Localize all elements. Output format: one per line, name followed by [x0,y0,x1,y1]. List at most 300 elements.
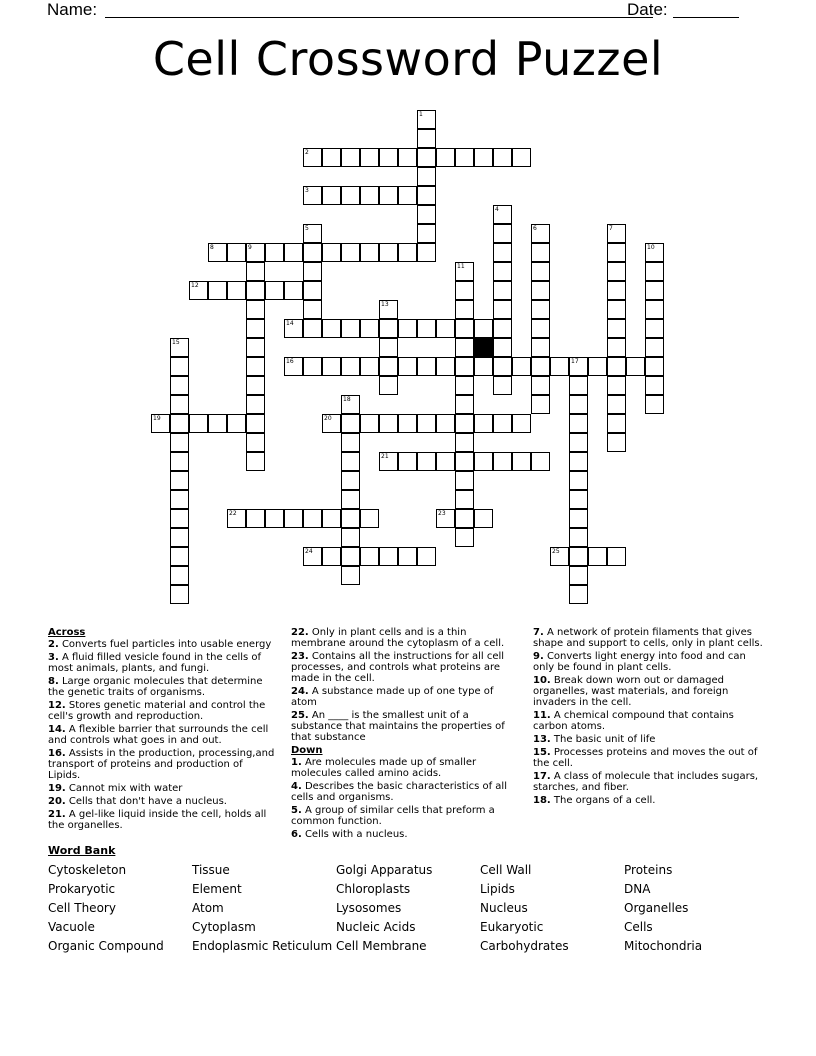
word-bank-item: Organelles [624,901,689,915]
grid-cell[interactable] [569,452,588,471]
grid-cell[interactable] [417,110,436,129]
grid-cell[interactable] [455,148,474,167]
grid-cell[interactable] [531,376,550,395]
clue-across-14: 14. A flexible barrier that surrounds the cell and controls what goes in and out. [48,724,269,746]
grid-cell[interactable] [170,433,189,452]
grid-cell[interactable] [512,414,531,433]
grid-cell[interactable] [607,433,626,452]
grid-cell-number: 10 [647,244,655,251]
grid-cell[interactable] [322,547,341,566]
grid-cell[interactable] [379,148,398,167]
word-bank-item: Organic Compound [48,939,164,953]
grid-cell[interactable] [379,357,398,376]
grid-cell[interactable] [227,243,246,262]
grid-cell[interactable] [436,148,455,167]
grid-cell[interactable] [398,414,417,433]
grid-cell[interactable] [341,471,360,490]
grid-black-square [474,338,493,357]
grid-cell[interactable] [531,395,550,414]
grid-cell[interactable] [379,547,398,566]
grid-cell[interactable] [455,376,474,395]
word-bank-item: Tissue [192,863,230,877]
grid-cell[interactable] [417,452,436,471]
grid-cell[interactable] [455,357,474,376]
grid-cell[interactable] [607,414,626,433]
grid-cell[interactable] [569,547,588,566]
grid-cell[interactable] [531,338,550,357]
grid-cell[interactable] [322,186,341,205]
grid-cell[interactable] [360,414,379,433]
grid-cell[interactable] [303,148,322,167]
clue-across-21: 21. A gel-like liquid inside the cell, holds all the organelles. [48,809,267,831]
grid-cell[interactable] [531,300,550,319]
word-bank-item: Eukaryotic [480,920,544,934]
grid-cell[interactable] [645,357,664,376]
grid-cell[interactable] [170,452,189,471]
grid-cell-number: 6 [533,225,537,232]
clue-across-8: 8. Large organic molecules that determine the genetic traits of organisms. [48,676,263,698]
clue-down-5: 5. A group of similar cells that preform a common function. [291,805,495,827]
word-bank-item: DNA [624,882,651,896]
grid-cell[interactable] [455,414,474,433]
grid-cell[interactable] [227,414,246,433]
grid-cell[interactable] [436,319,455,338]
grid-cell-number: 22 [229,510,237,517]
grid-cell[interactable] [493,224,512,243]
clues-column-3 [533,627,763,808]
grid-cell[interactable] [284,243,303,262]
grid-cell[interactable] [170,414,189,433]
grid-cell[interactable] [398,186,417,205]
grid-cell[interactable] [531,357,550,376]
grid-cell[interactable] [474,148,493,167]
grid-cell[interactable] [341,414,360,433]
grid-cell-number: 13 [381,301,389,308]
grid-cell[interactable] [417,167,436,186]
grid-cell[interactable] [588,547,607,566]
grid-cell[interactable] [455,528,474,547]
grid-cell[interactable] [569,490,588,509]
grid-cell[interactable] [455,509,474,528]
clue-across-2: 2. Converts fuel particles into usable energy [48,639,272,650]
grid-cell[interactable] [379,376,398,395]
grid-cell[interactable] [170,509,189,528]
word-bank-item: Proteins [624,863,673,877]
grid-cell[interactable] [170,471,189,490]
clue-across-3: 3. A fluid filled vesicle found in the cells of most animals, plants, and fungi. [48,652,262,674]
grid-cell[interactable] [303,224,322,243]
grid-cell[interactable] [246,243,265,262]
clue-down-15: 15. Processes proteins and moves the out of the cell. [533,747,758,769]
clue-down-18: 18. The organs of a cell. [533,795,656,806]
clue-across-22: 22. Only in plant cells and is a thin membrane around the cytoplasm of a cell. [291,627,505,649]
grid-cell[interactable] [493,338,512,357]
grid-cell[interactable] [360,243,379,262]
grid-cell[interactable] [246,281,265,300]
grid-cell[interactable] [246,300,265,319]
word-bank-item: Cells [624,920,653,934]
grid-cell-number: 16 [286,358,294,365]
grid-cell[interactable] [265,281,284,300]
grid-cell[interactable] [569,585,588,604]
grid-cell[interactable] [379,319,398,338]
clue-across-23: 23. Contains all the instructions for all cell processes, and controls what proteins are made in the cell. [291,651,505,684]
grid-cell[interactable] [607,395,626,414]
grid-cell[interactable] [170,376,189,395]
word-bank-item: Nucleus [480,901,528,915]
grid-cell[interactable] [284,357,303,376]
grid-cell[interactable] [455,395,474,414]
grid-cell[interactable] [341,566,360,585]
clue-down-10: 10. Break down worn out or damaged organelles, wast materials, and foreign invaders in the cell. [533,675,729,708]
grid-cell[interactable] [436,452,455,471]
grid-cell[interactable] [645,338,664,357]
grid-cell[interactable] [417,319,436,338]
grid-cell-number: 3 [305,187,309,194]
grid-cell[interactable] [379,186,398,205]
grid-cell[interactable] [398,148,417,167]
date-label: Date: [627,0,668,19]
grid-cell[interactable] [436,357,455,376]
grid-cell[interactable] [455,281,474,300]
grid-cell[interactable] [189,414,208,433]
grid-cell[interactable] [569,528,588,547]
grid-cell[interactable] [303,243,322,262]
grid-cell[interactable] [170,585,189,604]
grid-cell[interactable] [645,281,664,300]
grid-cell[interactable] [569,376,588,395]
grid-cell-number: 25 [552,548,560,555]
grid-cell[interactable] [455,471,474,490]
grid-cell[interactable] [645,319,664,338]
clues-column-2 [291,627,519,842]
word-bank-item: Cell Wall [480,863,532,877]
grid-cell[interactable] [493,452,512,471]
grid-cell[interactable] [398,547,417,566]
grid-cell-number: 21 [381,453,389,460]
word-bank-heading: Word Bank [48,844,116,857]
word-bank-item: Cell Theory [48,901,116,915]
grid-cell[interactable] [607,319,626,338]
word-bank-item: Nucleic Acids [336,920,416,934]
grid-cell[interactable] [341,243,360,262]
grid-cell[interactable] [246,376,265,395]
grid-cell[interactable] [645,395,664,414]
grid-cell[interactable] [379,338,398,357]
clue-down-4: 4. Describes the basic characteristics of all cells and organisms. [291,781,507,803]
page-title: Cell Crossword Puzzel [152,32,664,86]
grid-cell[interactable] [493,300,512,319]
grid-cell-number: 20 [324,415,332,422]
grid-cell[interactable] [607,376,626,395]
grid-cell[interactable] [569,471,588,490]
grid-cell[interactable] [379,414,398,433]
grid-cell[interactable] [246,319,265,338]
across-heading: Across [48,627,86,638]
clue-down-11: 11. A chemical compound that contains carbon atoms. [533,710,734,732]
clue-across-12: 12. Stores genetic material and control the cell's growth and reproduction. [48,700,266,722]
grid-cell[interactable] [607,224,626,243]
grid-cell[interactable] [379,452,398,471]
grid-cell[interactable] [170,338,189,357]
grid-cell-number: 4 [495,206,499,213]
word-bank-item: Cytoplasm [192,920,256,934]
grid-cell-number: 15 [172,339,180,346]
grid-cell-number: 2 [305,149,309,156]
grid-cell[interactable] [170,566,189,585]
grid-cell[interactable] [398,452,417,471]
grid-cell[interactable] [550,547,569,566]
grid-cell[interactable] [360,547,379,566]
grid-cell[interactable] [455,338,474,357]
grid-cell-number: 14 [286,320,294,327]
grid-cell[interactable] [474,452,493,471]
grid-cell[interactable] [341,395,360,414]
grid-cell-number: 18 [343,396,351,403]
grid-cell[interactable] [303,262,322,281]
word-bank-item: Lipids [480,882,515,896]
grid-cell[interactable] [417,129,436,148]
grid-cell[interactable] [170,547,189,566]
grid-cell[interactable] [455,319,474,338]
grid-cell[interactable] [417,224,436,243]
grid-cell-number: 5 [305,225,309,232]
grid-cell[interactable] [493,281,512,300]
grid-cell[interactable] [455,490,474,509]
grid-cell[interactable] [170,528,189,547]
grid-cell[interactable] [569,357,588,376]
grid-cell[interactable] [246,414,265,433]
grid-cell[interactable] [607,262,626,281]
grid-cell[interactable] [550,357,569,376]
word-bank-item: Vacuole [48,920,95,934]
grid-cell[interactable] [417,205,436,224]
down-heading: Down [291,745,323,756]
grid-cell[interactable] [493,376,512,395]
grid-cell[interactable] [531,319,550,338]
grid-cell[interactable] [531,262,550,281]
name-label: Name: [47,0,98,19]
grid-cell[interactable] [531,243,550,262]
grid-cell[interactable] [512,452,531,471]
grid-cell[interactable] [246,338,265,357]
grid-cell[interactable] [246,433,265,452]
grid-cell[interactable] [170,395,189,414]
grid-cell[interactable] [265,243,284,262]
grid-cell[interactable] [360,509,379,528]
grid-cell[interactable] [303,547,322,566]
clue-across-20: 20. Cells that don't have a nucleus. [48,796,227,807]
grid-cell[interactable] [322,148,341,167]
grid-cell[interactable] [322,319,341,338]
grid-cell-number: 1 [419,111,423,118]
grid-cell[interactable] [151,414,170,433]
grid-cell[interactable] [360,148,379,167]
grid-cell[interactable] [607,300,626,319]
clue-across-19: 19. Cannot mix with water [48,783,183,794]
grid-cell[interactable] [227,509,246,528]
grid-cell[interactable] [303,281,322,300]
grid-cell[interactable] [265,509,284,528]
grid-cell[interactable] [398,357,417,376]
word-bank-item: Lysosomes [336,901,402,915]
grid-cell-number: 7 [609,225,613,232]
grid-cell[interactable] [322,243,341,262]
grid-cell-number: 19 [153,415,161,422]
grid-cell[interactable] [531,281,550,300]
word-bank-item: Element [192,882,242,896]
grid-cell[interactable] [284,319,303,338]
grid-cell[interactable] [303,357,322,376]
clue-down-17: 17. A class of molecule that includes sugars, starches, and fiber. [533,771,759,793]
grid-cell[interactable] [455,433,474,452]
word-bank-item: Mitochondria [624,939,703,953]
grid-cell[interactable] [626,357,645,376]
grid-cell[interactable] [474,319,493,338]
clue-down-7: 7. A network of protein filaments that gives shape and support to cells, only in plant cells. [533,627,763,649]
grid-cell[interactable] [246,509,265,528]
grid-cell[interactable] [512,357,531,376]
grid-cell[interactable] [341,490,360,509]
grid-cell[interactable] [474,509,493,528]
grid-cell[interactable] [398,319,417,338]
grid-cell[interactable] [246,452,265,471]
clue-down-1: 1. Are molecules made up of smaller molecules called amino acids. [291,757,477,779]
clues-column-1 [48,627,276,833]
grid-cell[interactable] [607,338,626,357]
grid-cell[interactable] [360,357,379,376]
grid-cell[interactable] [208,281,227,300]
word-bank-item: Endoplasmic Reticulum [192,939,333,953]
grid-cell[interactable] [493,357,512,376]
grid-cell[interactable] [417,243,436,262]
grid-cell[interactable] [417,547,436,566]
clue-across-24: 24. A substance made up of one type of atom [291,686,494,708]
grid-cell[interactable] [436,414,455,433]
grid-cell[interactable] [455,452,474,471]
grid-cell[interactable] [322,414,341,433]
grid-cell[interactable] [341,509,360,528]
grid-cell-number: 23 [438,510,446,517]
grid-cell[interactable] [170,357,189,376]
grid-cell[interactable] [246,357,265,376]
grid-cell-number: 8 [210,244,214,251]
grid-cell[interactable] [474,414,493,433]
grid-cell[interactable] [322,357,341,376]
grid-cell[interactable] [341,186,360,205]
grid-cell-number: 12 [191,282,199,289]
grid-cell[interactable] [322,509,341,528]
grid-cell[interactable] [170,490,189,509]
grid-cell[interactable] [645,243,664,262]
grid-cell[interactable] [360,186,379,205]
grid-cell[interactable] [360,319,379,338]
clue-across-16: 16. Assists in the production, processing,and transport of proteins and production of Lipids. [48,748,275,781]
grid-cell[interactable] [398,243,417,262]
word-bank-item: Carbohydrates [480,939,569,953]
grid-cell[interactable] [645,262,664,281]
grid-cell[interactable] [417,357,436,376]
grid-cell[interactable] [493,319,512,338]
grid-cell[interactable] [208,243,227,262]
grid-cell-number: 24 [305,548,313,555]
grid-cell[interactable] [607,243,626,262]
grid-cell-number: 9 [248,244,252,251]
grid-cell[interactable] [341,357,360,376]
clue-down-13: 13. The basic unit of life [533,734,656,745]
grid-cell[interactable] [512,148,531,167]
grid-cell[interactable] [284,509,303,528]
grid-cell[interactable] [645,376,664,395]
grid-cell[interactable] [341,148,360,167]
grid-cell[interactable] [303,319,322,338]
grid-cell[interactable] [379,300,398,319]
word-bank-item: Atom [192,901,224,915]
grid-cell-number: 17 [571,358,579,365]
word-bank-item: Chloroplasts [336,882,411,896]
grid-cell[interactable] [455,300,474,319]
grid-cell[interactable] [607,357,626,376]
grid-cell[interactable] [341,433,360,452]
grid-cell[interactable] [246,262,265,281]
grid-cell[interactable] [417,148,436,167]
grid-cell[interactable] [341,547,360,566]
grid-cell[interactable] [303,186,322,205]
grid-cell[interactable] [569,509,588,528]
grid-cell[interactable] [284,281,303,300]
word-bank-item: Prokaryotic [48,882,116,896]
grid-cell[interactable] [569,566,588,585]
grid-cell[interactable] [246,395,265,414]
word-bank-item: Cytoskeleton [48,863,127,877]
grid-cell[interactable] [303,300,322,319]
grid-cell[interactable] [531,224,550,243]
grid-cell[interactable] [341,528,360,547]
grid-cell[interactable] [531,452,550,471]
grid-cell[interactable] [417,414,436,433]
grid-cell[interactable] [588,357,607,376]
word-bank-item: Golgi Apparatus [336,863,433,877]
clue-down-6: 6. Cells with a nucleus. [291,829,408,840]
grid-cell[interactable] [341,452,360,471]
grid-cell-number: 11 [457,263,465,270]
clue-across-25: 25. An ____ is the smallest unit of a substance that maintains the properties of that substance [291,710,505,743]
grid-cell[interactable] [645,300,664,319]
grid-cell[interactable] [474,357,493,376]
grid-cell[interactable] [569,433,588,452]
grid-cell[interactable] [208,414,227,433]
grid-cell[interactable] [417,186,436,205]
grid-cell[interactable] [569,414,588,433]
word-bank-item: Cell Membrane [336,939,427,953]
grid-cell[interactable] [493,243,512,262]
grid-cell[interactable] [569,395,588,414]
grid-cell[interactable] [341,319,360,338]
grid-cell[interactable] [455,262,474,281]
grid-cell[interactable] [227,281,246,300]
grid-cell[interactable] [189,281,208,300]
grid-cell[interactable] [493,148,512,167]
grid-cell[interactable] [303,509,322,528]
grid-cell[interactable] [379,243,398,262]
grid-cell[interactable] [607,547,626,566]
grid-cell[interactable] [607,281,626,300]
grid-cell[interactable] [436,509,455,528]
grid-cell[interactable] [493,414,512,433]
clue-down-9: 9. Converts light energy into food and can only be found in plant cells. [533,651,746,673]
grid-cell[interactable] [493,205,512,224]
grid-cell[interactable] [493,262,512,281]
